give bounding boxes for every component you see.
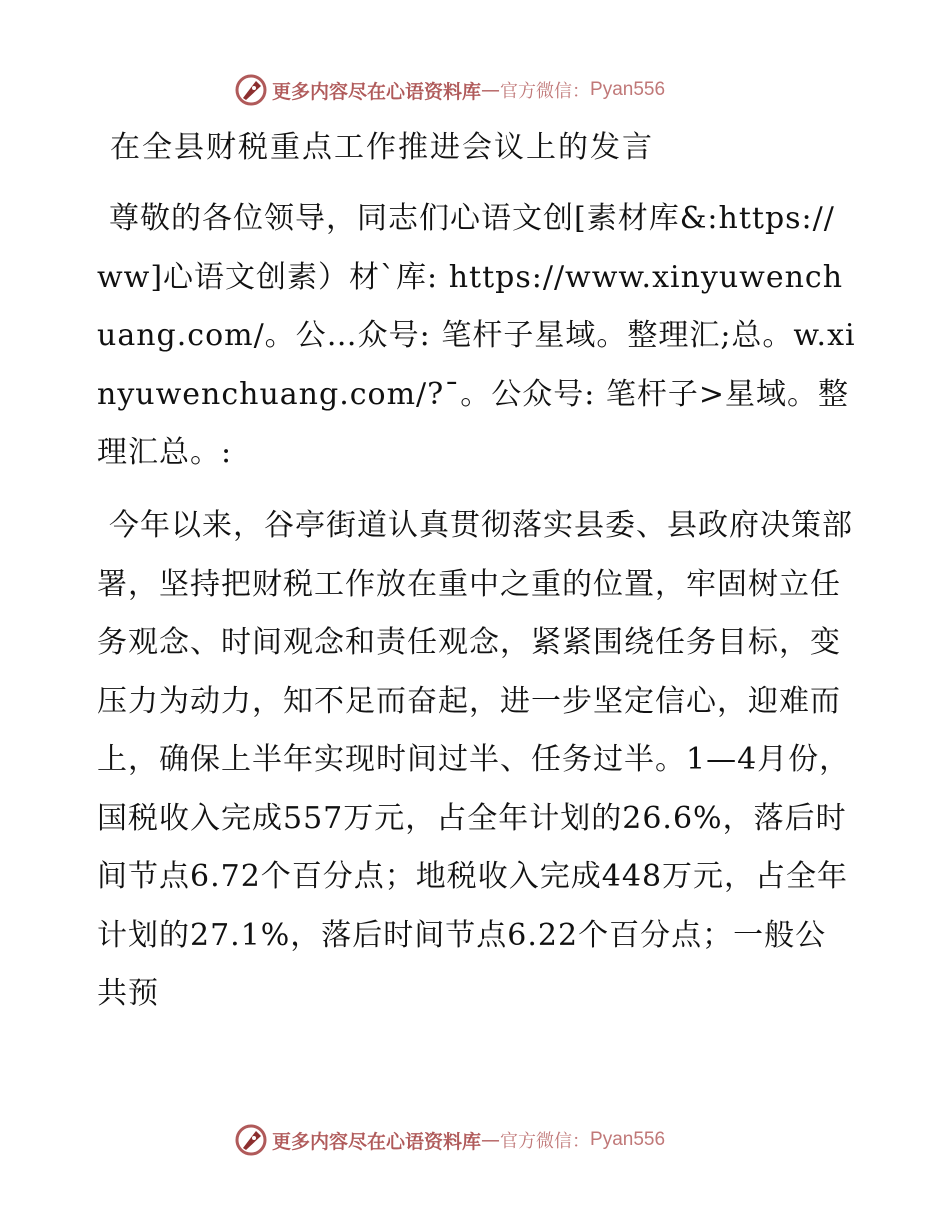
paragraph-body: 今年以来，谷亭街道认真贯彻落实县委、县政府决策部署，坚持把财税工作放在重中之重的位置，牢固树立任务观念、时间观念和责任观念，紧紧围绕任务目标，变压力为动力，知不足而奋起，进一步坚定信心，迎难而上，确保上半年实现时间过半、任务过半。1—4月份，国税收入完成557万元，占全年计划的26.6%，落后时间节点6.72个百分点；地税收入完成448万元，占全年计划的27.1%，落后时间节点6.22个百分点；一般公共预 <box>97 508 853 1011</box>
footer-banner <box>234 1122 665 1158</box>
banner-wechat-handle: Pyan556 <box>590 1129 666 1150</box>
banner-wechat-handle: Pyan556 <box>590 79 666 100</box>
pen-nib-logo-icon <box>234 1123 268 1157</box>
banner-dash: — <box>481 79 501 101</box>
banner-main-text: 更多内容尽在心语资料库 <box>272 1130 482 1153</box>
banner-main-text: 更多内容尽在心语资料库 <box>272 80 482 103</box>
paragraph-greeting: 尊敬的各位领导，同志们心语文创[素材库&:https://ww]心语文创素）材`库: https://www.xinyuwenchuang.com/。公…众号: 笔杆子星域。整理汇;总。w.xinyuwenchuang.com/?¯。公众号: 笔杆子>星域。整理汇总。: <box>97 201 856 470</box>
banner-wechat-label: 官方微信： <box>500 1131 591 1152</box>
document-title: 在全县财税重点工作推进会议上的发言 <box>110 130 654 165</box>
banner-dash: — <box>481 1129 501 1151</box>
banner-wechat-label: 官方微信： <box>500 81 591 102</box>
header-banner <box>234 72 665 108</box>
pen-nib-logo-icon <box>234 73 268 107</box>
